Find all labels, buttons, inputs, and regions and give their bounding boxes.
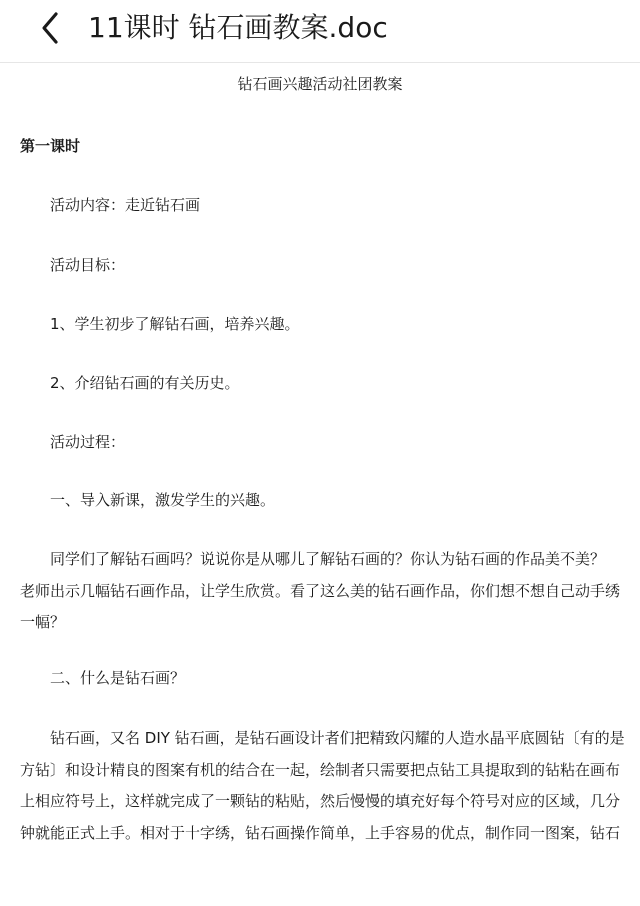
goal-item-2: 2、介绍钻石画的有关历史。	[50, 374, 240, 392]
paragraph-line: 同学们了解钻石画吗？说说你是从哪儿了解钻石画的？你认为钻石画的作品美不美？	[50, 550, 606, 568]
paragraph-line: 钟就能正式上手。相对于十字绣，钻石画操作简单，上手容易的优点，制作同一图案，钻石	[20, 823, 621, 842]
lesson-title: 第一课时	[20, 137, 81, 155]
activity-content: 活动内容：走近钻石画	[50, 196, 201, 214]
goal-item-1: 1、学生初步了解钻石画，培养兴趣。	[50, 315, 300, 333]
document-heading: 钻石画兴趣活动社团教案	[237, 75, 403, 93]
step-2-title: 二、什么是钻石画？	[50, 669, 186, 687]
activity-goal-label: 活动目标：	[50, 256, 126, 274]
document-title: 11课时 钻石画教案.doc	[88, 11, 388, 44]
paragraph-line: 方钻〕和设计精良的图案有机的结合在一起，绘制者只需要把点钻工具提取到的钻粘在画布	[20, 760, 621, 779]
document-viewer[interactable]	[0, 63, 640, 906]
process-label: 活动过程：	[50, 433, 126, 451]
step-1-title: 一、导入新课，激发学生的兴趣。	[50, 491, 276, 509]
paragraph-line: 钻石画，又名 DIY 钻石画，是钻石画设计者们把精致闪耀的人造水晶平底圆钻〔有的是	[50, 729, 625, 747]
chevron-left-icon	[30, 8, 74, 48]
back-button[interactable]	[30, 8, 74, 48]
step-1-paragraph	[20, 548, 620, 643]
step-2-paragraph	[20, 727, 625, 853]
paragraph-line: 老师出示几幅钻石画作品，让学生欣赏。看了这么美的钻石画作品，你们想不想自己动手绣	[20, 581, 621, 600]
paragraph-line: 一幅？	[20, 613, 66, 631]
paragraph-line: 上相应符号上，这样就完成了一颗钻的粘贴，然后慢慢的填充好每个符号对应的区域，几分	[20, 792, 621, 810]
top-bar	[0, 0, 640, 63]
